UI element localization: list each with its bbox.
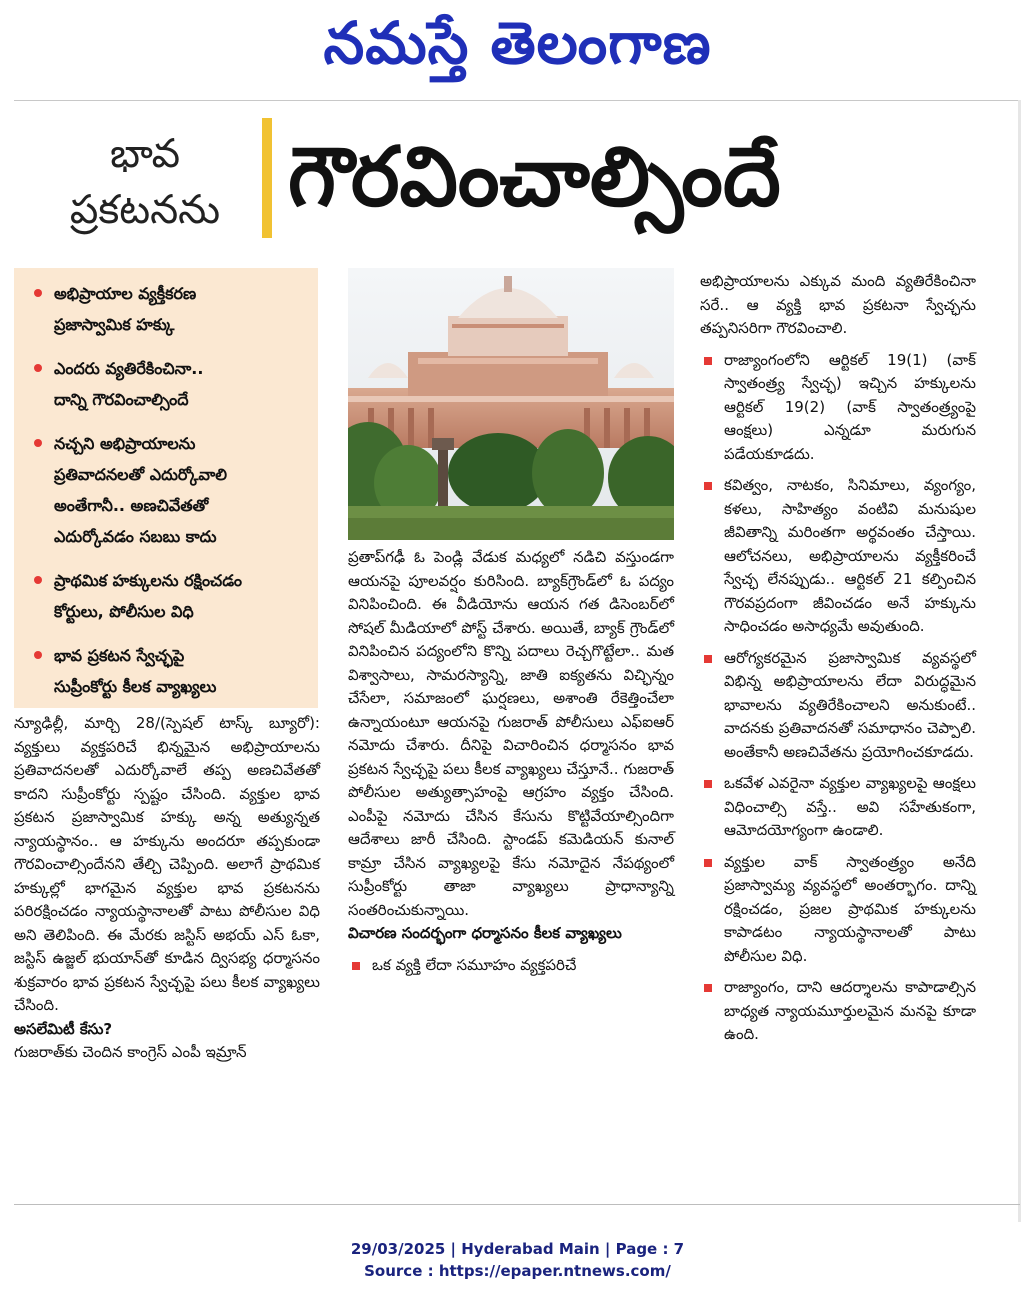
headline-kicker xyxy=(40,126,250,238)
bullet-dot-icon xyxy=(34,289,42,297)
page-edge-shadow xyxy=(1018,100,1021,1222)
bullet-dot-icon xyxy=(34,576,42,584)
kicker-line-1: భావ xyxy=(109,131,181,177)
highlight-item xyxy=(32,565,308,627)
highlight-line: దాన్ని గౌరవించాల్సిందే xyxy=(54,390,189,409)
article-paragraph: అభిప్రాయాలను ఎక్కువ మంది వ్యతిరేకించినా సరే.. ఆ వ్యక్తి భావ ప్రకటనా స్వేచ్ఛను తప్పనిసరిగా గౌరవించాలి. xyxy=(700,272,976,337)
bullet-dot-icon xyxy=(34,651,42,659)
bullet-square-icon xyxy=(704,482,712,490)
observation-bullet xyxy=(700,772,976,843)
observation-bullet xyxy=(700,349,976,467)
supreme-court-photo xyxy=(348,268,674,540)
article-paragraph: గుజరాత్‌కు చెందిన కాంగ్రెస్ ఎంపీ ఇమ్రాన్ xyxy=(14,1043,247,1061)
bullet-text: రాజ్యాంగం, దాని ఆదర్శాలను కాపాడాల్సిన బాధ్యత న్యాయమూర్తులమైన మనపై కూడా ఉంది. xyxy=(724,978,976,1043)
footer-source-link[interactable]: Source : https://epaper.ntnews.com/ xyxy=(364,1262,671,1280)
article-paragraph: న్యూఢిల్లీ, మార్చి 28/(స్పెషల్ టాస్క్ బ్యూరో): వ్యక్తులు వ్యక్తపరిచే భిన్నమైన అభిప్రాయాలను ప్రతివాదనలతో ఎదుర్కోవాలే తప్ప అణచివేతతో కాదని సుప్రీంకోర్టు స్పష్టం చేసింది. వ్యక్తుల భావ ప్రకటన ప్రజాస్వామిక హక్కు అన్న అత్యున్నత న్యాయస్థానం.. ఆ హక్కును అందరూ తప్పకుండా గౌరవించాల్సిందేనని తేల్చి చెప్పింది. అలాగే ప్రాథమిక హక్కుల్లో భాగమైన వ్యక్తుల భావ ప్రకటనను పరిరక్షించడం న్యాయస్థానాలతో పాటు పోలీసుల విధి అని తెలిపింది. ఈ మేరకు జస్టిస్ అభయ్ ఎస్ ఓకా, జస్టిస్ ఉజ్జల్ భుయాన్‌తో కూడిన ద్విసభ్య ధర్మాసనం శుక్రవారం భావ ప్రకటన స్వేచ్ఛపై పలు కీలక వ్యాఖ్యలు చేసింది. xyxy=(14,714,320,1014)
footer-divider xyxy=(14,1204,1020,1205)
observation-bullet xyxy=(700,976,976,1047)
highlight-line: అంతేగానీ.. అణచివేతతో xyxy=(54,496,209,515)
bullet-square-icon xyxy=(704,859,712,867)
highlights-box xyxy=(14,268,318,708)
article-column-2 xyxy=(348,546,674,977)
bullet-square-icon xyxy=(704,655,712,663)
highlight-line: ప్రజాస్వామిక హక్కు xyxy=(54,315,175,334)
bullet-text: వ్యక్తుల వాక్ స్వాతంత్ర్యం అనేది ప్రజాస్వామ్య వ్యవస్థలో అంతర్భాగం. దాన్ని రక్షించడం, ప్రజల ప్రాథమిక హక్కులను కాపాడటం న్యాయస్థానాలతో పాటు పోలీసుల విధి. xyxy=(724,852,976,965)
highlight-item xyxy=(32,428,308,552)
masthead-divider xyxy=(14,100,1020,101)
masthead-logo: నమస్తే తెలంగాణ xyxy=(323,9,712,77)
highlight-item xyxy=(32,278,308,340)
highlight-line: నచ్చని అభిప్రాయాలను xyxy=(54,434,196,453)
observation-bullet xyxy=(700,851,976,969)
bullet-dot-icon xyxy=(34,439,42,447)
highlight-item xyxy=(32,353,308,415)
bullet-text: ఒక వ్యక్తి లేదా సమూహం వ్యక్తపరిచే xyxy=(372,955,577,974)
observation-bullet xyxy=(700,474,976,639)
section-subhead: విచారణ సందర్భంగా ధర్మాసనం కీలక వ్యాఖ్యలు xyxy=(348,924,622,942)
highlight-item xyxy=(32,640,308,702)
bullet-square-icon xyxy=(352,962,360,970)
highlight-line: ప్రాథమిక హక్కులను రక్షించడం xyxy=(54,571,242,590)
highlight-line: కోర్టులు, పోలీసుల విధి xyxy=(54,602,194,621)
bullet-square-icon xyxy=(704,984,712,992)
observation-bullet xyxy=(348,954,674,978)
article-paragraph: ప్రతాప్‌గఢీ ఓ పెండ్లి వేడుక మధ్యలో నడిచి వస్తుండగా ఆయనపై పూలవర్షం కురిసింది. బ్యాక్‌గ్రౌండ్‌లో ఓ పద్యం వినిపించింది. ఈ వీడియోను ఆయన గత డిసెంబర్‌లో సోషల్ మీడియాలో పోస్ట్ చేశారు. అయితే, బ్యాక్ గ్రౌండ్‌లో వినిపించిన పద్యంలోని కొన్ని పదాలు రెచ్చగొట్టేలా.. మత విశ్వాసాలు, సామరస్యాన్ని, జాతి ఐక్యతను విచ్ఛిన్నం చేసేలా, సమాజంలో ఘర్షణలు, అశాంతి రేకెత్తించేలా ఉన్నాయంటూ ఆయనపై గుజరాత్ పోలీసులు ఎఫ్‌ఐఆర్ నమోదు చేశారు. దీనిపై విచారించిన ధర్మాసనం భావ ప్రకటన స్వేచ్ఛపై పలు కీలక వ్యాఖ్యలు చేస్తూనే.. గుజరాత్ పోలీసుల అత్యుత్సాహంపై ఆగ్రహం వ్యక్తం చేసింది. ఎంపీపై నమోదు చేసిన కేసును కొట్టివేయాల్సిందిగా ఆదేశాలు జారీ చేసింది. స్టాండప్ కమెడియన్ కునాల్ కామ్రా చేసిన వ్యాఖ్యలపై కేసు నమోదైన నేపథ్యంలో సుప్రీంకోర్టు తాజా వ్యాఖ్యలు ప్రాధాన్యాన్ని సంతరించుకున్నాయి. xyxy=(348,548,674,919)
kicker-line-2: ప్రకటనను xyxy=(69,187,221,233)
bullet-text: కవిత్వం, నాటకం, సినిమాలు, వ్యంగ్యం, కళలు, సాహిత్యం వంటివి మనుషుల జీవితాన్ని మరింతగా అర్థవంతం చేస్తాయి. ఆలోచనలు, అభిప్రాయాలను వ్యక్తీకరించే స్వేచ్ఛ లేనప్పుడు.. ఆర్టికల్ 21 కల్పించిన గౌరవప్రదంగా జీవించడం అనే హక్కును సాధించడం అసాధ్యమే అవుతుంది. xyxy=(724,476,976,635)
headline-separator-bar xyxy=(262,118,272,238)
bullet-square-icon xyxy=(704,780,712,788)
footer-edition-info: 29/03/2025 | Hyderabad Main | Page : 7 xyxy=(350,1240,685,1258)
bullet-square-icon xyxy=(704,357,712,365)
highlight-line: ప్రతివాదనలతో ఎదుర్కోవాలి xyxy=(54,465,227,484)
highlight-line: సుప్రీంకోర్టు కీలక వ్యాఖ్యలు xyxy=(54,677,217,696)
highlight-line: భావ ప్రకటన స్వేచ్ఛపై xyxy=(54,646,185,665)
bullet-text: రాజ్యాంగంలోని ఆర్టికల్ 19(1) (వాక్ స్వాతంత్ర్య స్వేచ్ఛ) ఇచ్చిన హక్కులను ఆర్టికల్ 19(2) (వాక్ స్వాతంత్ర్యంపై ఆంక్షలు) ఎన్నడూ మరుగున పడేయకూడదు. xyxy=(724,350,976,463)
article-column-3 xyxy=(700,270,976,1047)
highlight-line: ఎందరు వ్యతిరేకించినా.. xyxy=(54,359,204,378)
section-subhead: అసలేమిటీ కేసు? xyxy=(14,1019,113,1038)
bullet-text: ఒకవేళ ఎవరైనా వ్యక్తుల వ్యాఖ్యలపై ఆంక్షలు విధించాల్సి వస్తే.. అవి సహేతుకంగా, ఆమోదయోగ్యంగా ఉండాలి. xyxy=(724,774,976,839)
bullet-dot-icon xyxy=(34,364,42,372)
bullet-text: ఆరోగ్యకరమైన ప్రజాస్వామిక వ్యవస్థలో విభిన్న అభిప్రాయాలను లేదా విరుద్ధమైన భావాలను వ్యతిరేకించాలని అనుకుంటే.. వాదనకు ప్రతివాదనతో సమాధానం చెప్పాలి. అంతేకానీ అణచివేతను ప్రయోగించకూడదు. xyxy=(724,648,976,761)
main-headline: గౌరవించాల్సిందే xyxy=(288,130,781,225)
article-column-1 xyxy=(14,712,320,1065)
observation-bullet xyxy=(700,647,976,765)
highlight-line: అభిప్రాయాల వ్యక్తీకరణ xyxy=(54,284,197,303)
highlight-line: ఎదుర్కోవడం సబబు కాదు xyxy=(54,527,217,546)
